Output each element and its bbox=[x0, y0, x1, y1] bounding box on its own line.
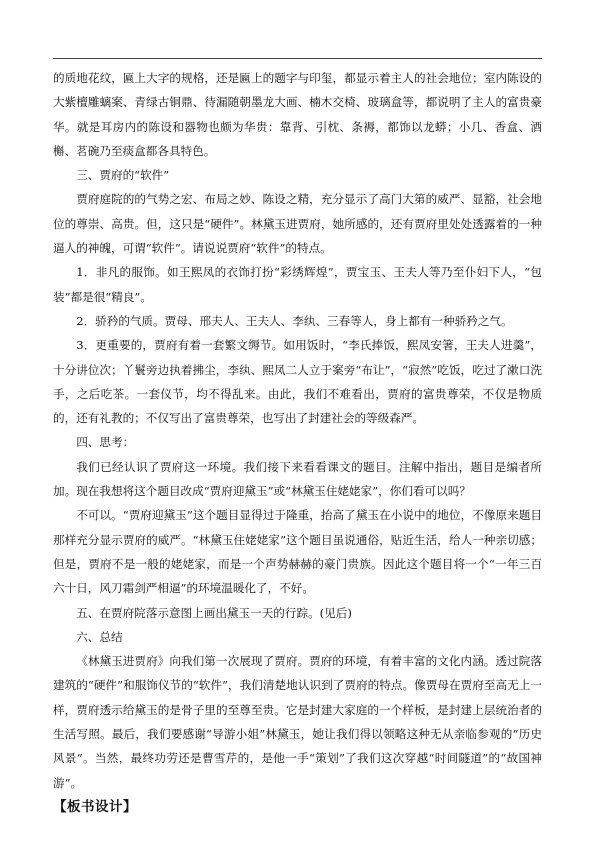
section-heading-diagram: 五、在贾府院落示意图上画出黛玉一天的行踪。(见后) bbox=[76, 605, 352, 620]
document-body bbox=[53, 66, 542, 819]
paragraph-summary: 《林黛玉进贾府》向我们第一次展现了贾府。贾府的环境，有着丰富的文化内涵。透过院落建筑的“硬件”和服饰仪节的“软件”，我们清楚地认识到了贾府的特点。像贾母在贾府至高无上一样，贾府透示给黛玉的是骨子里的至尊至贵。它是封建大家庭的一个样板，是封建上层统治者的生活写照。最后，我们要感谢“导游小姐”林黛玉，她让我们得以领略这种无从亲临参观的“历史风景”。当然，最终功劳还是曹雪芹的，是他一手“策划”了我们这次穿越“时间隧道”的“故国神游”。 bbox=[53, 654, 542, 790]
paragraph-answer: 不可以。“贾府迎黛玉”这个题目显得过于隆重，抬高了黛玉在小说中的地位，不像原来题目那样充分显示贾府的威严。“林黛玉住姥姥家”这个题目虽说通俗，贴近生活，给人一种亲切感；但是，贾府不是一般的姥姥家，而是一个声势赫赫的豪门贵族。因此这个题目将一个“一年三百六十日，风刀霜剑严相逼”的环境温暖化了，不好。 bbox=[53, 508, 542, 596]
section-heading-thinking: 四、思考： bbox=[76, 435, 135, 450]
list-item-clothing: 1．非凡的服饰。如王熙凤的衣饰打扮“彩绣辉煌”，贾宝玉、王夫人等乃至仆妇下人，“包装”都是很“精良”。 bbox=[53, 265, 542, 304]
paragraph-question: 我们已经认识了贾府这一环境。我们接下来看看课文的题目。注解中指出，题目是编者所加。现在我想将这个题目改成“贾府迎黛玉”或“林黛玉住姥姥家”，你们看可以吗？ bbox=[53, 459, 542, 499]
paragraph-continued: 的质地花纹，匾上大字的规格，还是匾上的题字与印玺，都显示着主人的社会地位；室内陈设的大紫檀雕螭案、青绿古铜鼎、待漏随朝墨龙大画、楠木交椅、玻璃盒等，都说明了主人的富贵豪华。就是耳房内的陈设和器物也颇为华贵：靠背、引枕、条褥，都饰以龙蟒；小几、香盒、酒槲、茗碗乃至痰盒都各具特色。 bbox=[53, 71, 542, 158]
paragraph-software-intro: 贾府庭院的的气势之宏、布局之妙、陈设之精，充分显示了高门大第的威严、显豁，社会地位的尊崇、高贵。但，这只是“硬件”。林黛玉进贾府，她所感的，还有贾府里处处透露着的一种逼人的神魄，可谓“软件”。请说说贾府“软件”的特点。 bbox=[53, 192, 542, 256]
section-heading-software: 三、贾府的“软件” bbox=[76, 168, 170, 183]
header-rule bbox=[53, 58, 542, 59]
board-design-heading: 【板书设计】 bbox=[53, 798, 137, 815]
list-item-etiquette: 3．更重要的，贾府有着一套繁文缛节。如用饭时，“李氏捧饭，熙凤安箸，王夫人进羹”，十分讲位次；丫鬟旁边执着拂尘，李纨、熙凤二人立于案旁“布让”，“寂然”吃饭，吃过了漱口洗手，之后吃茶。一套仪节，均不得乱来。由此，我们不难看出，贾府的富贵尊荣，不仅是物质的，还有礼教的；不仅写出了富贵尊荣，也写出了封建社会的等级森严。 bbox=[53, 338, 542, 426]
list-item-temperament: 2．骄矜的气质。贾母、邢夫人、王夫人、李纨、三春等人，身上都有一种骄矜之气。 bbox=[76, 313, 513, 328]
section-heading-summary: 六、总结 bbox=[76, 629, 123, 644]
